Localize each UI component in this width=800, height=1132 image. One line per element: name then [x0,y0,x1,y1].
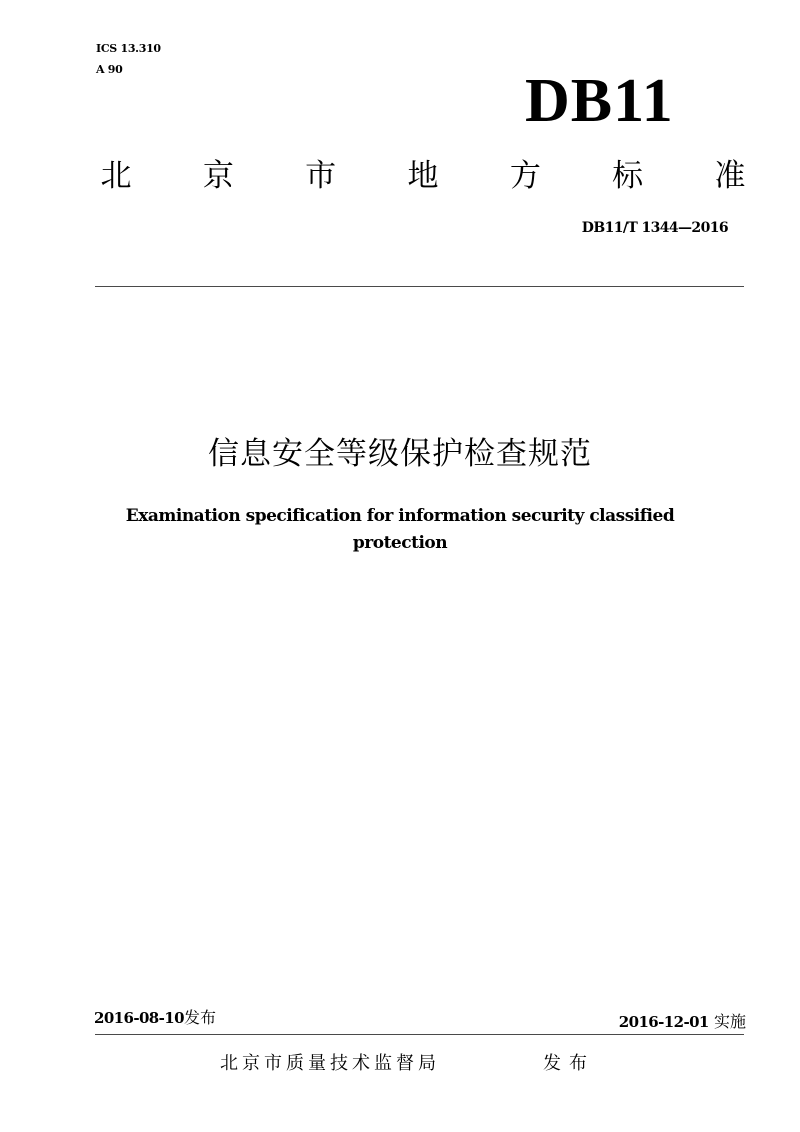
standard-type-char: 方 [509,158,541,194]
document-title-chinese: 信息安全等级保护检查规范 [208,436,592,472]
issue-label: 发布 [183,1008,216,1027]
footer-divider [95,1034,744,1035]
standard-type-char: 京 [202,158,234,194]
implement-label: 实施 [713,1012,746,1031]
ics-code: ICS 13.310 [96,42,161,55]
standard-code: DB11/T 1344—2016 [581,220,728,236]
standard-type-heading [96,154,750,198]
standard-type-char: 地 [407,158,439,194]
standard-type-char: 市 [305,158,337,194]
standard-prefix: DB11 [525,67,674,135]
standard-type-char: 北 [100,158,132,194]
document-title-english: Examination specification for information security classified protection [125,506,675,553]
standard-type-char: 标 [612,158,644,194]
standard-type-char: 准 [714,158,746,194]
issue-date: 2016-08-10 [94,1009,184,1027]
ccs-code: A 90 [96,63,123,76]
implement-date-line [520,1011,746,1033]
implement-date: 2016-12-01 [618,1013,709,1031]
publisher-action: 发布 [543,1053,595,1074]
publisher-name: 北京市质量技术监督局 [220,1053,440,1074]
header-divider [95,286,744,287]
issue-date-line [94,1007,216,1029]
